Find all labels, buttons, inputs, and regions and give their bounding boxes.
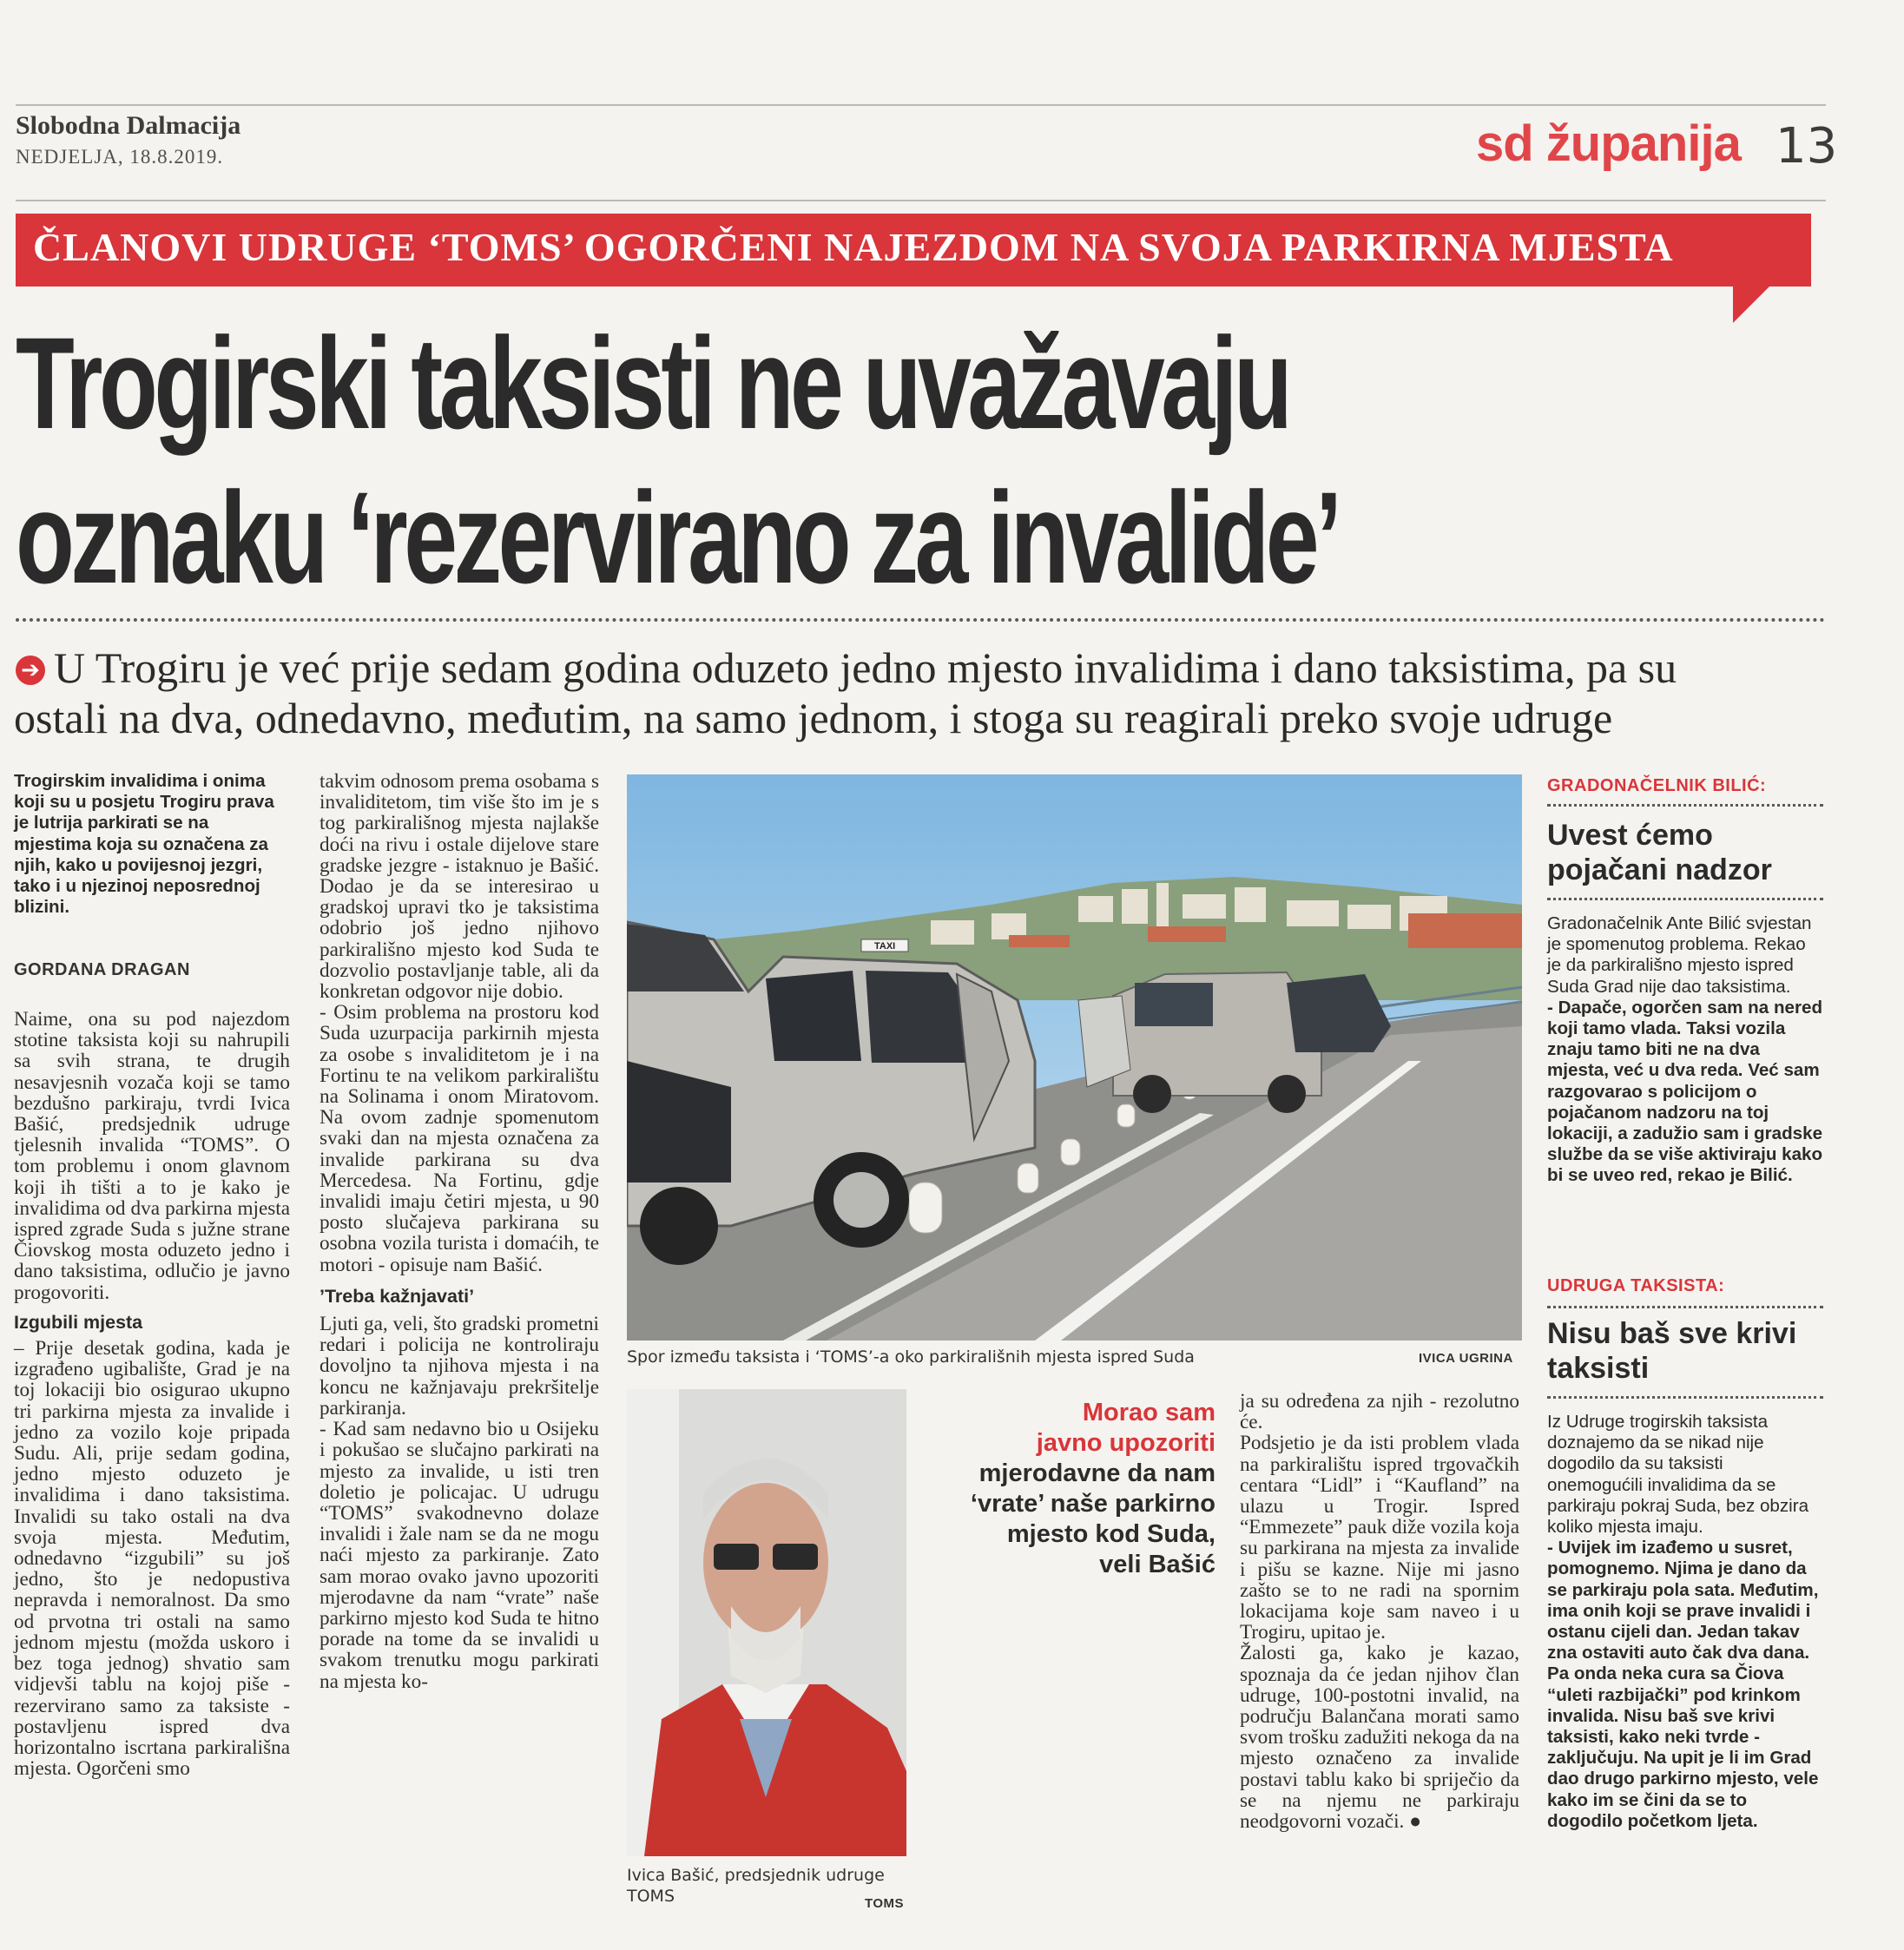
sidebar2-body — [1547, 1412, 1823, 1832]
pull-quote-line-1: mjerodavne da nam — [978, 1459, 1216, 1487]
col2-paragraph-3: Ljuti ga, veli, što gradski prometni redari i policija ne kontroliraju dovoljno ta njihova mjesta i na koncu ne kažnjavaju prekršitelje parkiranja. — [320, 1313, 599, 1420]
sidebar1-rule-top — [1547, 804, 1823, 807]
arrow-right-icon: ➔ — [16, 655, 45, 685]
pull-quote-red-2: javno upozoriti — [1036, 1429, 1216, 1457]
taxi-parking-illustration — [627, 774, 1522, 1341]
col2-paragraph-2: - Osim problema na prostoru kod Suda uzurpacija parkirnih mjesta za osobe s invaliditetom je i na Fortinu te na velikom parkiralištu na Solinama i onom Miratovom. Na ovom zadnje spomenutom svaki dan na mjesta označena za invalide parkirana su dva Mercedesa. Na Fortinu, gdje invalidi imaju četiri mjesta, u 90 posto slučajeva parkirana su osobna vozila turista i domaćih, te motori - opisuje nam Bašić. — [320, 1001, 599, 1276]
pull-quote-line-4: veli Bašić — [1099, 1551, 1216, 1578]
issue-date: NEDJELJA, 18.8.2019. — [16, 146, 224, 168]
column-2 — [320, 771, 599, 1692]
col4-paragraph-1: ja su određena za njih - rezolutno će. — [1240, 1390, 1519, 1434]
lead-line-1: U Trogiru je već prije sedam godina oduzeto jedno mjesto invalidima i dano taksistima, pa su — [54, 643, 1677, 692]
photo-credit-main: IVICA UGRINA — [1419, 1351, 1513, 1366]
column-1 — [14, 1009, 290, 1779]
photo-credit-portrait: TOMS — [865, 1896, 905, 1911]
sidebar1-body — [1547, 913, 1823, 1187]
intro-paragraph: Trogirskim invalidima i onima koji su u posjetu Trogiru prava je lutrija parkirati se na mjestima koja su označena za njih, kako u povijesnoj jezgri, tako i u njezinoj neposrednoj blizini. — [14, 771, 274, 918]
col2-paragraph-4: - Kad sam nedavno bio u Osijeku i pokušao se slučajno parkirati na mjesto za invalide, u isti tren doletio je policajac. U udrugu “TOMS” svakodnevno dolaze invalidi i žale nam se da ne mogu naći mjesto za parkiranje. Zato sam morao ovako javno upozoriti mjerodavne da nam “vrate” naše parkirno mjesto kod Suda te hitno porade na tome da se invalidi u svakom trenutku mogu parkirati na mjesta ko- — [320, 1418, 599, 1693]
sidebar2-title: Nisu baš sve krivi taksisti — [1547, 1317, 1797, 1385]
sidebar2-kicker: UDRUGA TAKSISTA: — [1547, 1276, 1725, 1295]
sidebar1-lead: Gradonačelnik Ante Bilić svjestan je spomenutog problema. Rekao je da parkirališno mjesto ispred Suda Grad nije dao taksistima. — [1547, 913, 1812, 997]
end-mark: ● — [1409, 1810, 1422, 1834]
page-number: 13 — [1776, 118, 1838, 175]
lead-line-2: ostali na dva, odnedavno, međutim, na samo jednom, i stoga su reagirali preko svoje udruge — [14, 694, 1613, 742]
sidebar1-kicker: GRADONAČELNIK BILIĆ: — [1547, 776, 1767, 795]
section-title: sd županija — [1476, 115, 1741, 172]
dotted-rule — [16, 618, 1826, 622]
sidebar1-rule-bottom — [1547, 898, 1823, 900]
column-4 — [1240, 1391, 1519, 1832]
col1-paragraph-1: Naime, ona su pod najezdom stotine taksista koji su nahrupili sa svih strana, te drugih nesavjesnih vozača koji se tamo bezdušno parkiraju, tvrdi Ivica Bašić, predsjednik udruge tjelesnih invalida “TOMS”. O tom problemu i onom glavnom koji ih tišti a to je kako je invalidima od dva parkirna mjesta ispred zgrade Suda s južne strane Čiovskog mosta oduzeto jedno i dano taksistima, odlučio je javno progovoriti. — [14, 1008, 290, 1304]
photo-caption-portrait: Ivica Bašić, predsjednik udruge TOMS — [627, 1866, 885, 1906]
pull-quote-line-2: ‘vrate’ naše parkirno — [970, 1490, 1216, 1518]
pull-quote-red-1: Morao sam — [1082, 1399, 1216, 1426]
headline-line-2: oznaku ‘rezervirano za invalide’ — [16, 464, 1339, 610]
author-byline: GORDANA DRAGAN — [14, 960, 190, 979]
headline-line-1: Trogirski taksisti ne uvažavaju — [16, 310, 1289, 456]
pull-quote-line-3: mjesto kod Suda, — [1006, 1520, 1216, 1548]
subhead-izgubili: Izgubili mjesta — [14, 1311, 143, 1333]
photo-caption-main: Spor između taksista i ‘TOMS’-a oko parkirališnih mjesta ispred Suda — [627, 1347, 1195, 1367]
masthead-rule — [16, 200, 1826, 201]
sidebar2-rule-bottom — [1547, 1396, 1823, 1399]
kicker-banner-text: ČLANOVI UDRUGE ‘TOMS’ OGORČENI NAJEZDOM NA SVOJA PARKIRNA MJESTA — [33, 225, 1674, 269]
col4-paragraph-3 — [1240, 1643, 1519, 1832]
portrait-illustration — [627, 1389, 906, 1856]
newspaper-name: Slobodna Dalmacija — [16, 111, 241, 140]
col2-paragraph-1: takvim odnosom prema osobama s invaliditetom, tim više što im je s tog parkirališnog mjesta najlakše doći na rivu i ostale dijelove stare gradske jezgre - istaknuo je Bašić. Dodao je da se interesirao u gradskoj upravi tko je taksistima odobrio još jedno njihovo parkirališno mjesto kod Suda te dozvolio postavljanje table, ali da konkretan odgovor nije dobio. — [320, 770, 599, 1004]
taxi-sign-text: TAXI — [874, 941, 896, 952]
sidebar1-title: Uvest ćemo pojačani nadzor — [1547, 819, 1772, 886]
col1-paragraph-2: – Prije desetak godina, kada je izgrađeno ugibalište, Grad je na toj lokaciji bio osigurao ukupno tri parkirna mjesta za invalide i jedno za vozilo koje pripada Sudu. Ali, prije sedam godina, jedno mjesto oduzeto je invalidima i dano taksistima. Invalidi su tako ostali na dva svoja mjesta. Međutim, odnedavno “izgubili” su još jedno, što je nedopustiva nepravda i nemoralnost. Da smo od prvotna tri ostali na samo jednom mjestu (možda uskoro i bez toga jednog) shvatio sam vidjevši tablu na kojoj piše - rezervirano samo za taksiste - postavljenu ispred dva horizontalno iscrtana parkirališna mjesta. Ogorčeni smo — [14, 1337, 290, 1781]
sidebar1-quote: - Dapače, ogorčen sam na nered koji tamo vlada. Taksi vozila znaju tamo biti ne na dva mjesta, već u dva reda. Već sam razgovarao s policijom o pojačanom nadzoru na toj lokaciji, a zadužio sam i gradske službe da se više aktiviraju kako bi se uveo red, rekao je Bilić. — [1547, 997, 1823, 1186]
sidebar2-rule-top — [1547, 1306, 1823, 1308]
taxi-parking-photo — [627, 774, 1522, 1341]
pull-quote — [929, 1398, 1216, 1580]
col4-paragraph-2: Podsjetio je da isti problem vlada na parkiralištu ispred trgovačkih centara “Lidl” i “Kaufland” na ulazu u Trogir. Ispred “Emmezete” pauk diže vozila koja su parkirana na mjesta za invalide i pišu se kazne. Nije mi jasno zašto se to ne radi na spornim lokacijama koje sam naveo i u Trogiru, upitao je. — [1240, 1432, 1519, 1644]
top-rule — [16, 104, 1826, 106]
portrait-photo — [627, 1389, 906, 1856]
sidebar2-lead: Iz Udruge trogirskih taksista doznajemo da se nikad nije dogodilo da su taksisti onemogućili invalidima da se parkiraju pokraj Suda, bez obzira koliko mjesta imaju. — [1547, 1412, 1809, 1538]
sidebar2-quote: - Uvijek im izađemo u susret, pomognemo. Njima je dano da se parkiraju pola sata. Međutim, ima onih koji se prave invalidi i ostanu cijeli dan. Jedan takav zna ostaviti auto čak dva dana. Pa onda neka cura sa Čiova “uleti razbijački” pod krinkom invalida. Nisu baš sve krivi taksisti, kako neki tvrde - zaključuju. Na upit je li im Grad dao drugo parkirno mjesto, vele kako im se čini da se to dogodilo početkom ljeta. — [1547, 1538, 1819, 1831]
headline — [16, 306, 1841, 615]
col4-paragraph-3-text: Žalosti ga, kako je kazao, spoznaja da će jedan njihov član udruge, 100-postotni invalid, na području Balančana morati samo svom trošku zadužiti nekoga da na mjesto označeno za invalide postavi tablu kako bi spriječio da se na njemu ne parkiraju neodgovorni vozači. — [1240, 1642, 1519, 1834]
subhead-kaznjavati: ’Treba kažnjavati’ — [320, 1285, 475, 1307]
lead-paragraph — [14, 642, 1825, 743]
